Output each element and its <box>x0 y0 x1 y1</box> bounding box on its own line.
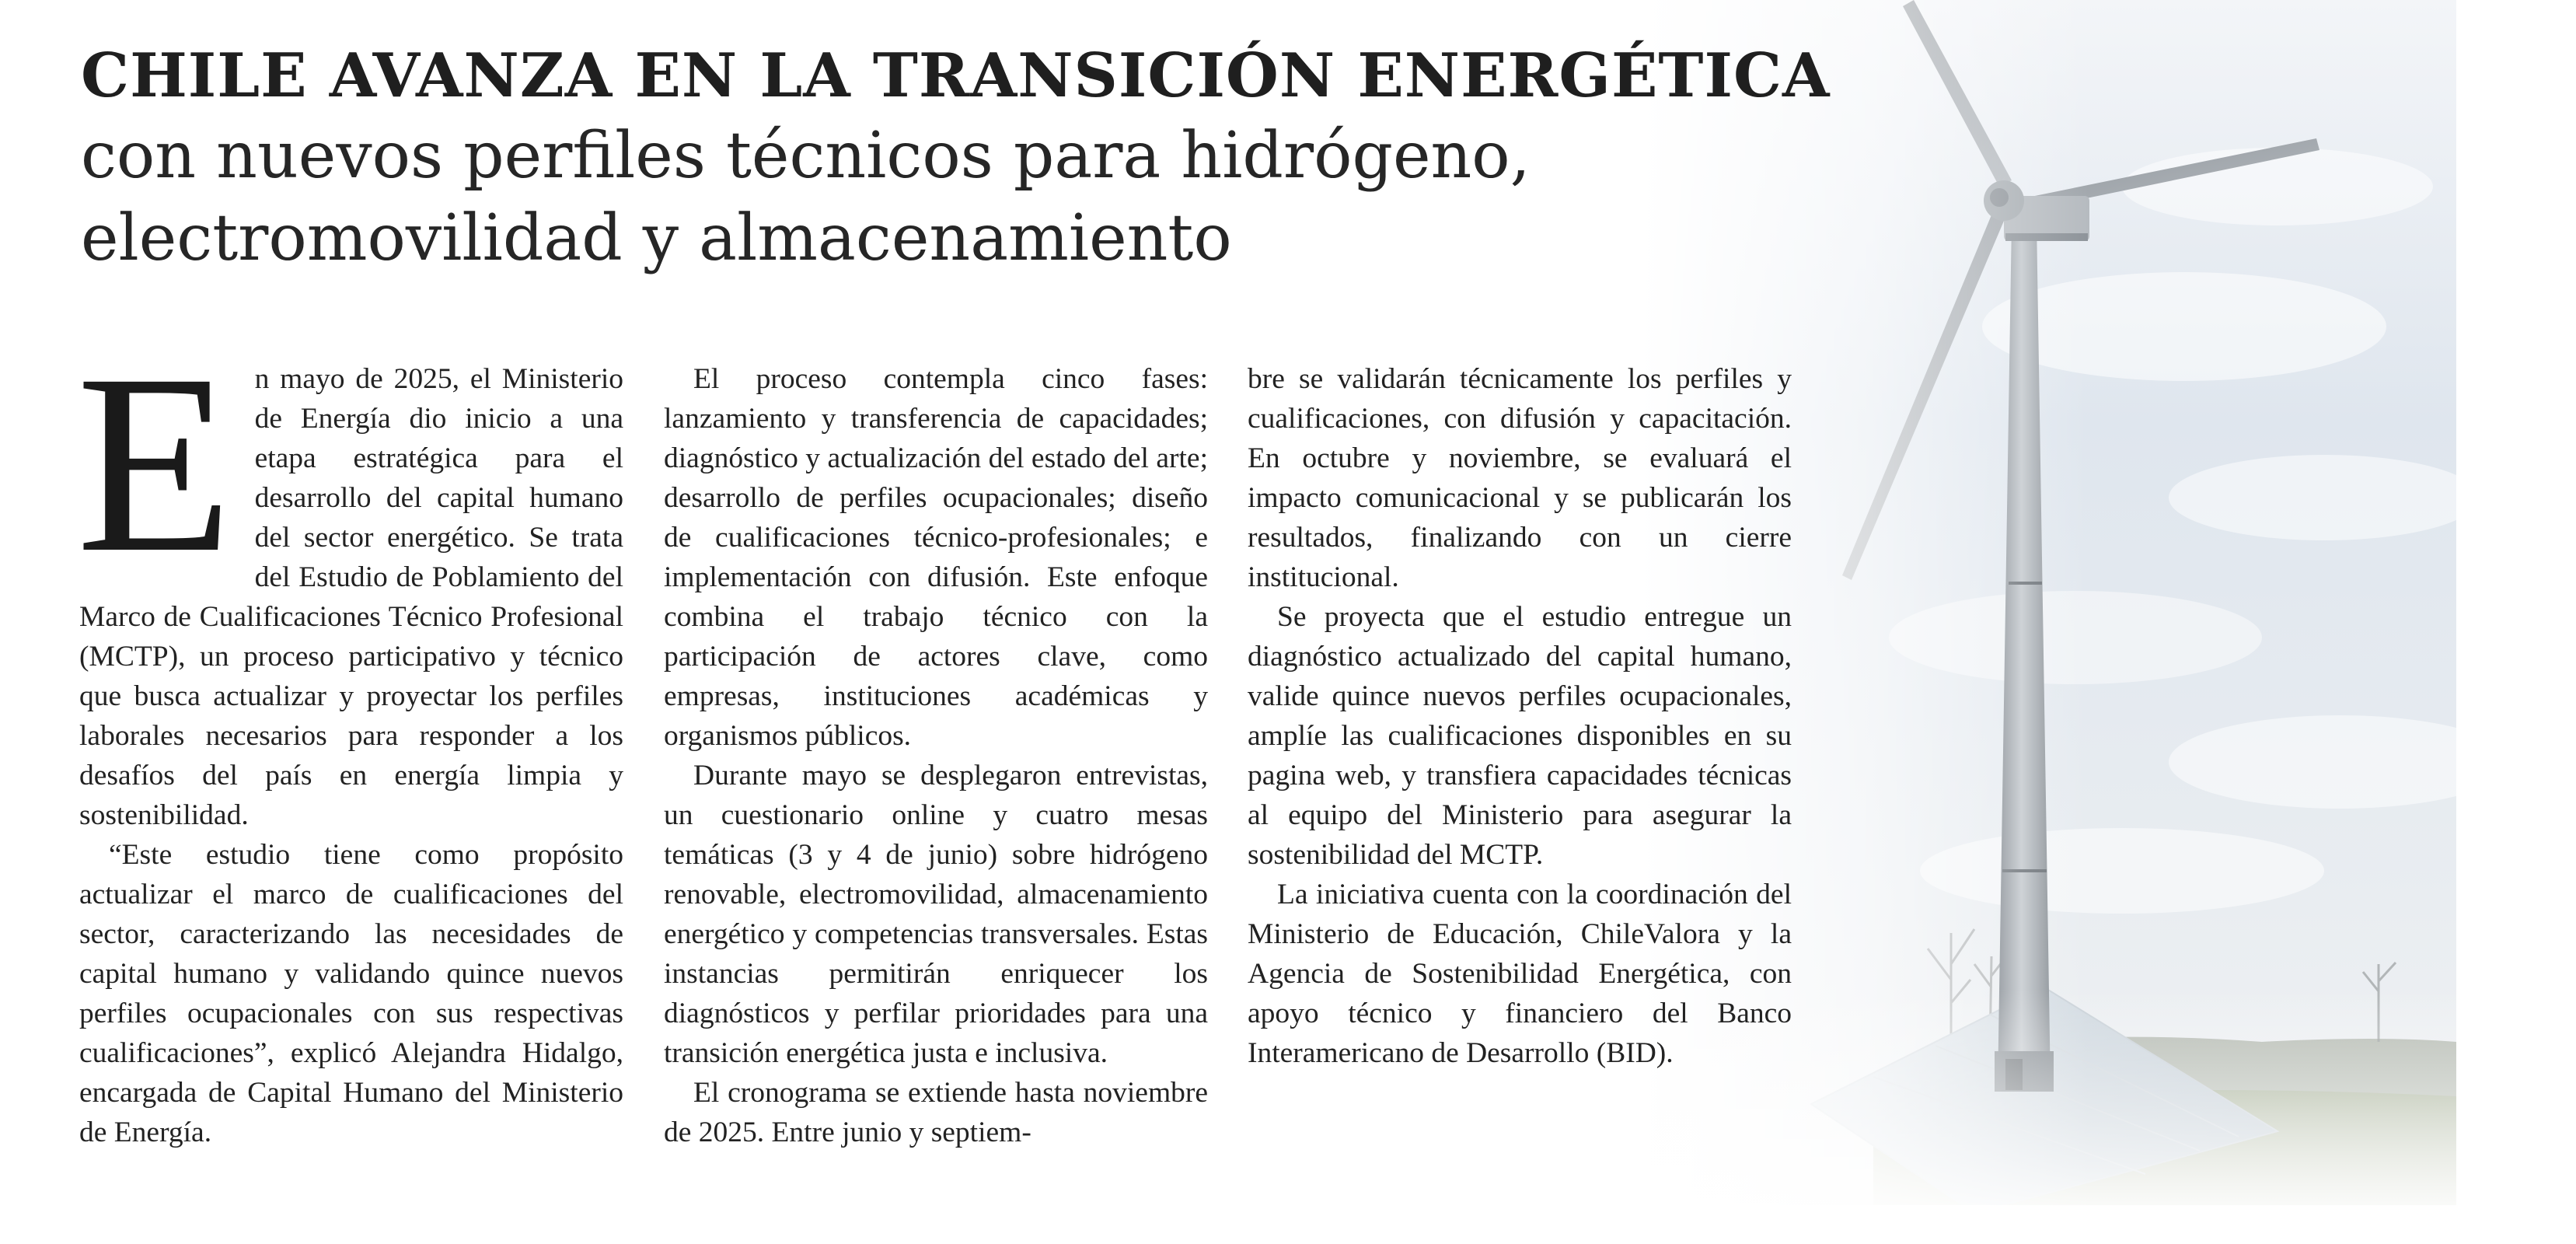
article-column-1 <box>76 322 623 1152</box>
article-paragraph: “Este estudio tiene como propósito actualizar el marco de cualificaciones del sector, caracterizando las necesidades de capital humano y validando quince nuevos perfiles ocupacionales con sus respectivas cualificaciones”, explicó Alejandra Hidalgo, encargada de Capital Humano del Ministerio de Energía. <box>79 839 623 1148</box>
lead-paragraph-text: n mayo de 2025, el Ministerio de Energía dio inicio a una etapa estratégica para el desarrollo del capital humano del sector energético. Se trata del Estudio de Poblamiento del Marco de Cualificaciones Técnico Profesional (MCTP), un proceso participativo y técnico que busca actualizar y proyectar los perfiles laborales necesarios para responder a los desafíos del país en energía limpia y sostenibilidad. <box>79 363 623 831</box>
article-paragraph <box>76 322 623 835</box>
headline-kicker: CHILE AVANZA EN LA TRANSICIÓN ENERGÉTICA <box>81 40 1831 111</box>
article-paragraph: El proceso contempla cinco fases: lanzamiento y transferencia de capacidades; diagnóstico y actualización del estado del arte; desarrollo de perfiles ocupacionales; diseño de cualificaciones técnico-profesionales; e implementación con difusión. Este enfoque combina el trabajo técnico con la participación de actores clave, como empresas, instituciones académicas y organismos públicos. <box>664 363 1208 752</box>
headline-subtitle: con nuevos perfiles técnicos para hidrógeno, electromovilidad y almacenamiento <box>81 119 1531 275</box>
article-paragraph: Se proyecta que el estudio entregue un diagnóstico actualizado del capital humano, valide quince nuevos perfiles ocupacionales, amplíe las cualificaciones disponibles en su pagina web, y transfiera capacidades técnicas al equipo del Ministerio para asegurar la sostenibilidad del MCTP. <box>1248 601 1792 871</box>
article-paragraph: bre se validarán técnicamente los perfiles y cualificaciones, con difusión y capacitación. En octubre y noviembre, se evaluará el impacto comunicacional y se publicarán los resultados, finalizando con un cierre institucional. <box>1248 363 1792 593</box>
drop-cap: E <box>76 322 233 606</box>
article-column-2 <box>664 359 1208 1152</box>
article-paragraph: El cronograma se extiende hasta noviembre de 2025. Entre junio y septiem- <box>664 1077 1208 1148</box>
headline <box>81 37 1831 280</box>
article-column-3 <box>1248 359 1792 1073</box>
article-paragraph: La iniciativa cuenta con la coordinación del Ministerio de Educación, ChileValora y la Agencia de Sostenibilidad Energética, con apoyo técnico y financiero del Banco Interamericano de Desarrollo (BID). <box>1248 879 1792 1069</box>
article-paragraph: Durante mayo se desplegaron entrevistas, un cuestionario online y cuatro mesas temáticas (3 y 4 de junio) sobre hidrógeno renovable, electromovilidad, almacenamiento energético y competencias transversales. Estas instancias permitirán enriquecer los diagnósticos y perfilar prioridades para una transición energética justa e inclusiva. <box>664 760 1208 1069</box>
